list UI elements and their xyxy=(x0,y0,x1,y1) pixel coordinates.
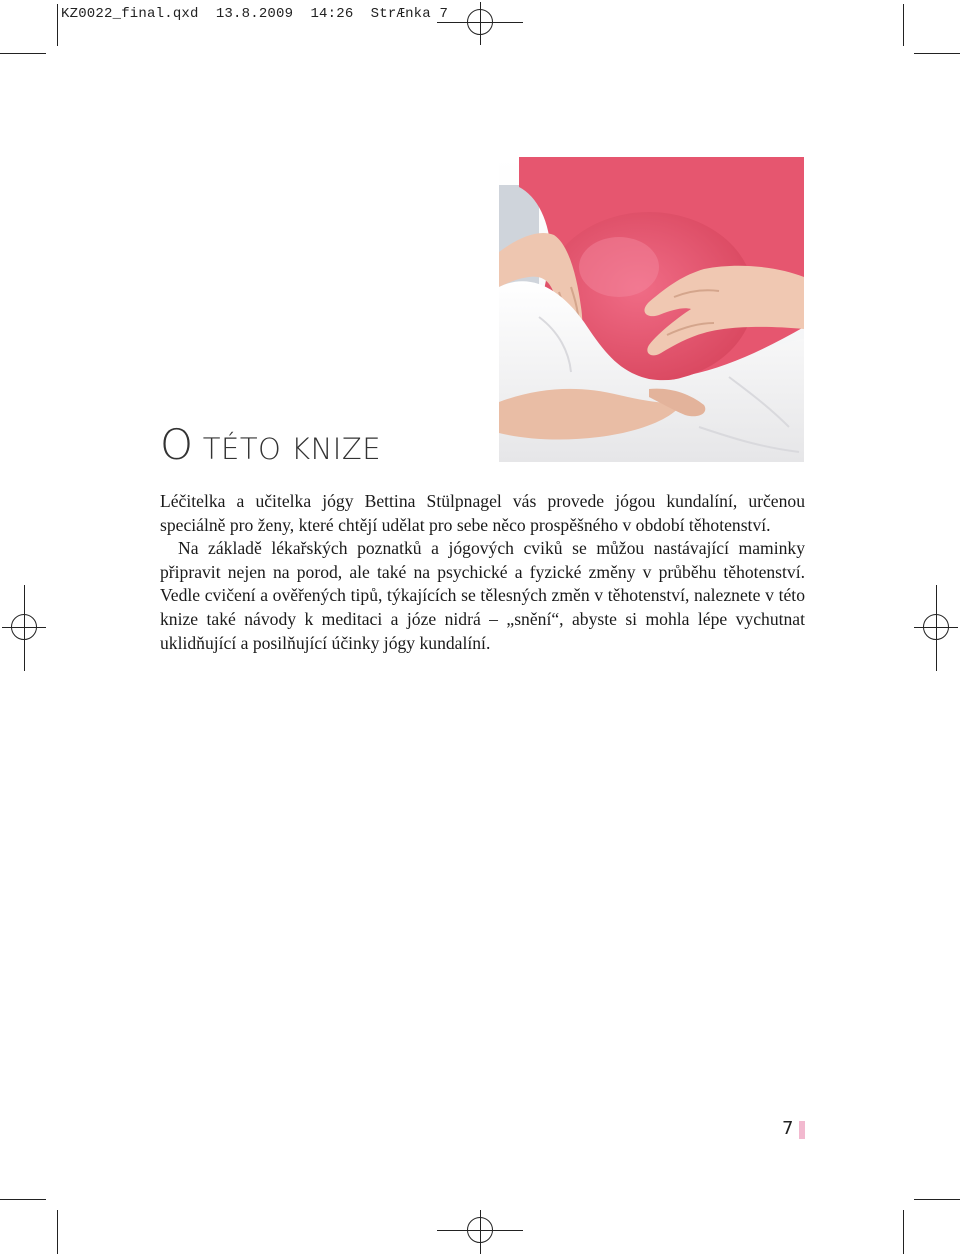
body-text xyxy=(160,490,805,655)
crop-mark-bottom-left-vertical xyxy=(57,1210,58,1254)
crop-mark-bottom-left-horizontal xyxy=(0,1199,46,1200)
print-slug xyxy=(61,6,448,22)
paragraph-2: Na základě lékařských poznatků a jógových cviků se můžou nastávající maminky připravit nejen na porod, ale také na psychické a fyzické změny v průběhu těhotenství. Vedle cvičení a ověřených tipů, týkajících se tělesných změn v těhotenství, naleznete v této knize také návody k meditaci a józe nidrá – „snění“, abyste si mohla lépe vychutnat uklidňující a posilňující účinky jógy kundalíní. xyxy=(160,538,805,653)
slug-page-label: StrÆnka 7 xyxy=(370,6,449,22)
registration-mark-bottom-circle xyxy=(467,1217,493,1243)
crop-mark-top-left-horizontal xyxy=(0,53,46,54)
page-accent-tab xyxy=(799,1121,805,1139)
registration-mark-left-circle xyxy=(11,614,37,640)
page-number: 7 xyxy=(782,1118,794,1139)
chapter-heading-initial: O xyxy=(160,420,194,469)
chapter-heading xyxy=(160,420,381,469)
registration-mark-top-circle xyxy=(467,9,493,35)
slug-time: 14:26 xyxy=(310,6,354,22)
pregnant-woman-photo xyxy=(499,157,804,462)
crop-mark-top-right-vertical xyxy=(903,4,904,46)
crop-mark-top-left-vertical xyxy=(57,4,58,46)
registration-mark-right-circle xyxy=(923,614,949,640)
slug-filename: KZ0022_final.qxd xyxy=(61,6,199,22)
crop-mark-bottom-right-horizontal xyxy=(914,1199,960,1200)
slug-date: 13.8.2009 xyxy=(215,6,294,22)
crop-mark-bottom-right-vertical xyxy=(903,1210,904,1254)
crop-mark-top-right-horizontal xyxy=(914,53,960,54)
chapter-heading-rest: TÉTO KNIZE xyxy=(193,432,382,466)
paragraph-1: Léčitelka a učitelka jógy Bettina Stülpnagel vás provede jógou kundalíní, určenou speciálně pro ženy, které chtějí udělat pro sebe něco prospěšného v období těhotenství. xyxy=(160,491,805,535)
